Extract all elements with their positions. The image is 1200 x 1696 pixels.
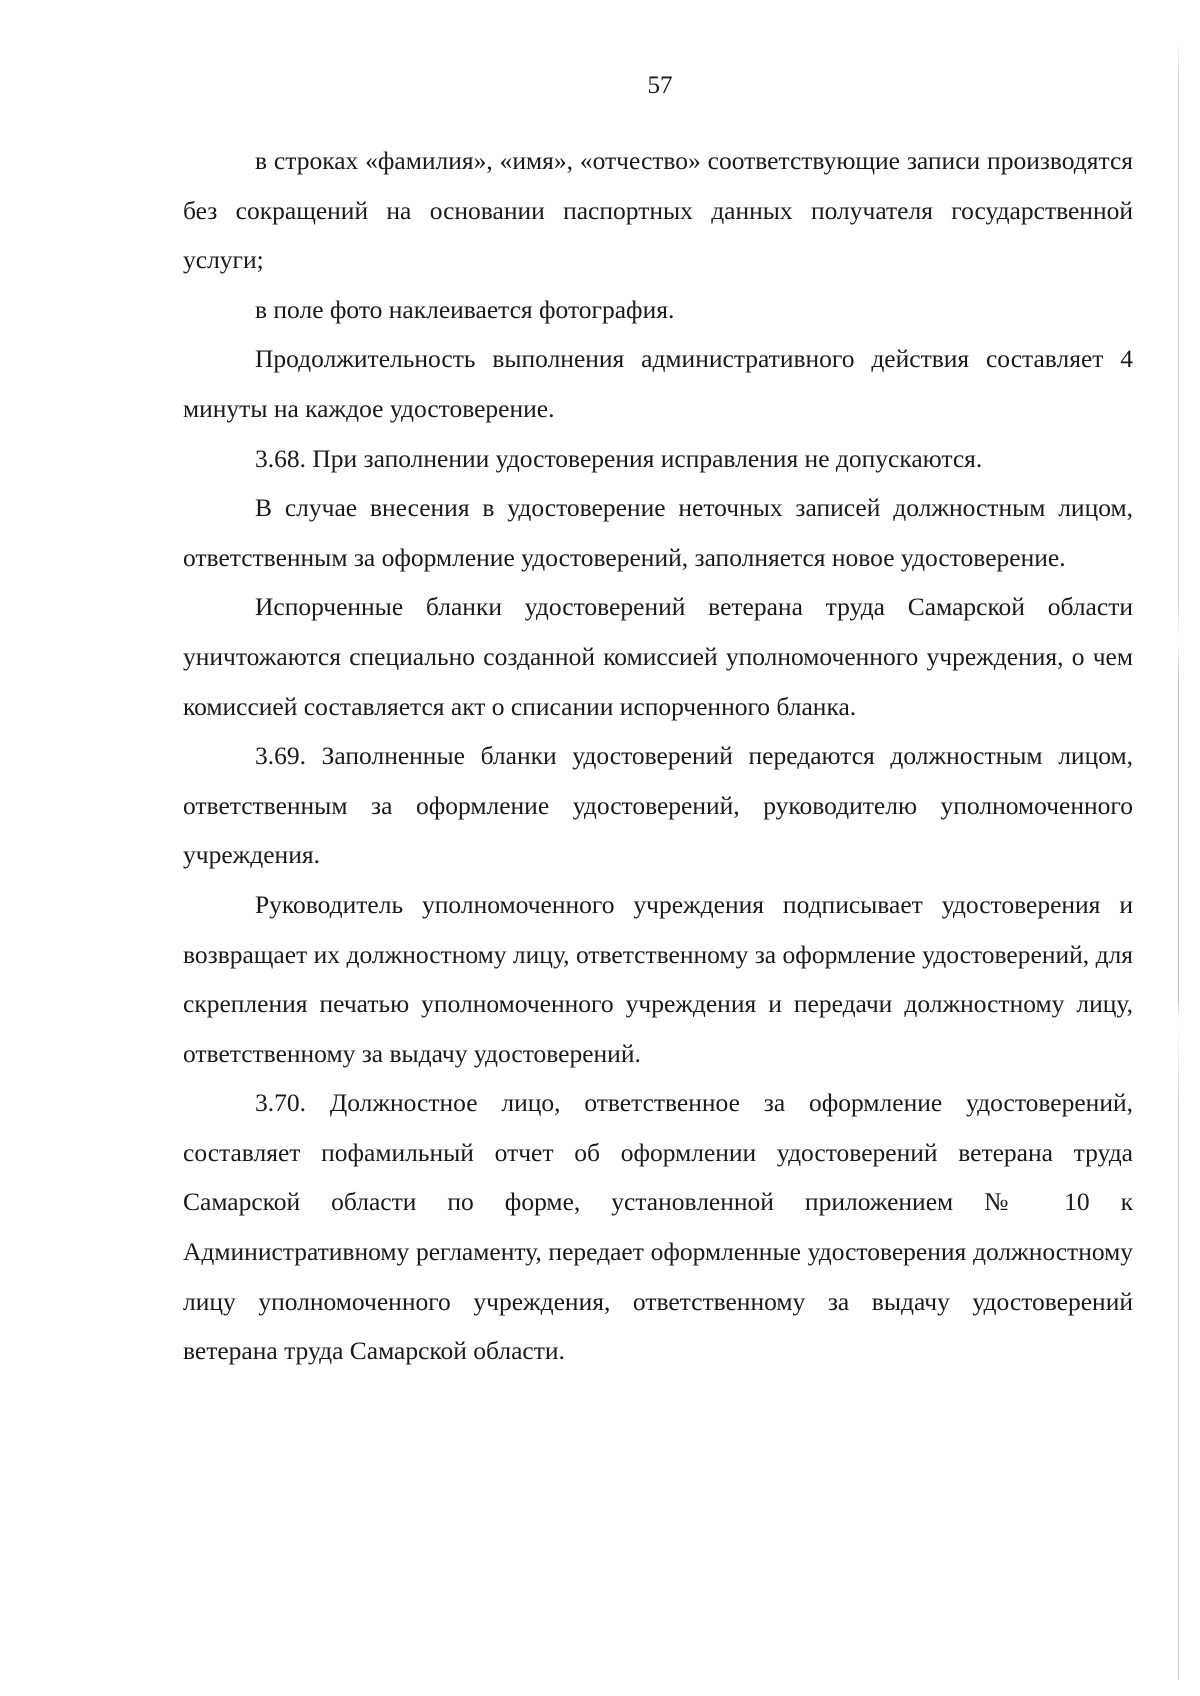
paragraph-name-fields: в строках «фамилия», «имя», «отчество» соответствующие записи производятся без сокращений на основании паспортных данных получателя государственной услуги; [183,146,1133,275]
paragraph-3-68: 3.68. При заполнении удостоверения исправления не допускаются. [255,443,983,473]
paragraph-head-signs: Руководитель уполномоченного учреждения подписывает удостоверения и возвращает их должностному лицу, ответственному за оформление удостоверений, для скрепления печатью уполномоченного учреждения и передачи должностному лицу, ответственному за выдачу удостоверений. [183,889,1133,1068]
document-body [183,136,1133,1376]
paragraph-3-70: 3.70. Должностное лицо, ответственное за оформление удостоверений, составляет пофамильный отчет об оформлении удостоверений ветерана труда Самарской области по форме, установленной приложением № 10 к Административному регламенту, передает оформленные удостоверения должностному лицу уполномоченного учреждения, ответственному за выдачу удостоверений ветерана труда Самарской области. [183,1088,1133,1366]
page-number: 57 [647,72,673,99]
paragraph-duration: Продолжительность выполнения административного действия составляет 4 минуты на каждое удостоверение. [183,344,1133,423]
paragraph-incorrect-entries: В случае внесения в удостоверение неточных записей должностным лицом, ответственным за оформление удостоверений, заполняется новое удостоверение. [183,493,1133,572]
paragraph-spoiled-forms: Испорченные бланки удостоверений ветерана труда Самарской области уничтожаются специально созданной комиссией уполномоченного учреждения, о чем комиссией составляется акт о списании испорченного бланка. [183,592,1133,721]
paragraph-photo-field: в поле фото наклеивается фотография. [255,294,675,324]
scan-edge-line [1178,40,1179,1680]
paragraph-3-69: 3.69. Заполненные бланки удостоверений передаются должностным лицом, ответственным за оформление удостоверений, руководителю уполномоченного учреждения. [183,741,1133,870]
